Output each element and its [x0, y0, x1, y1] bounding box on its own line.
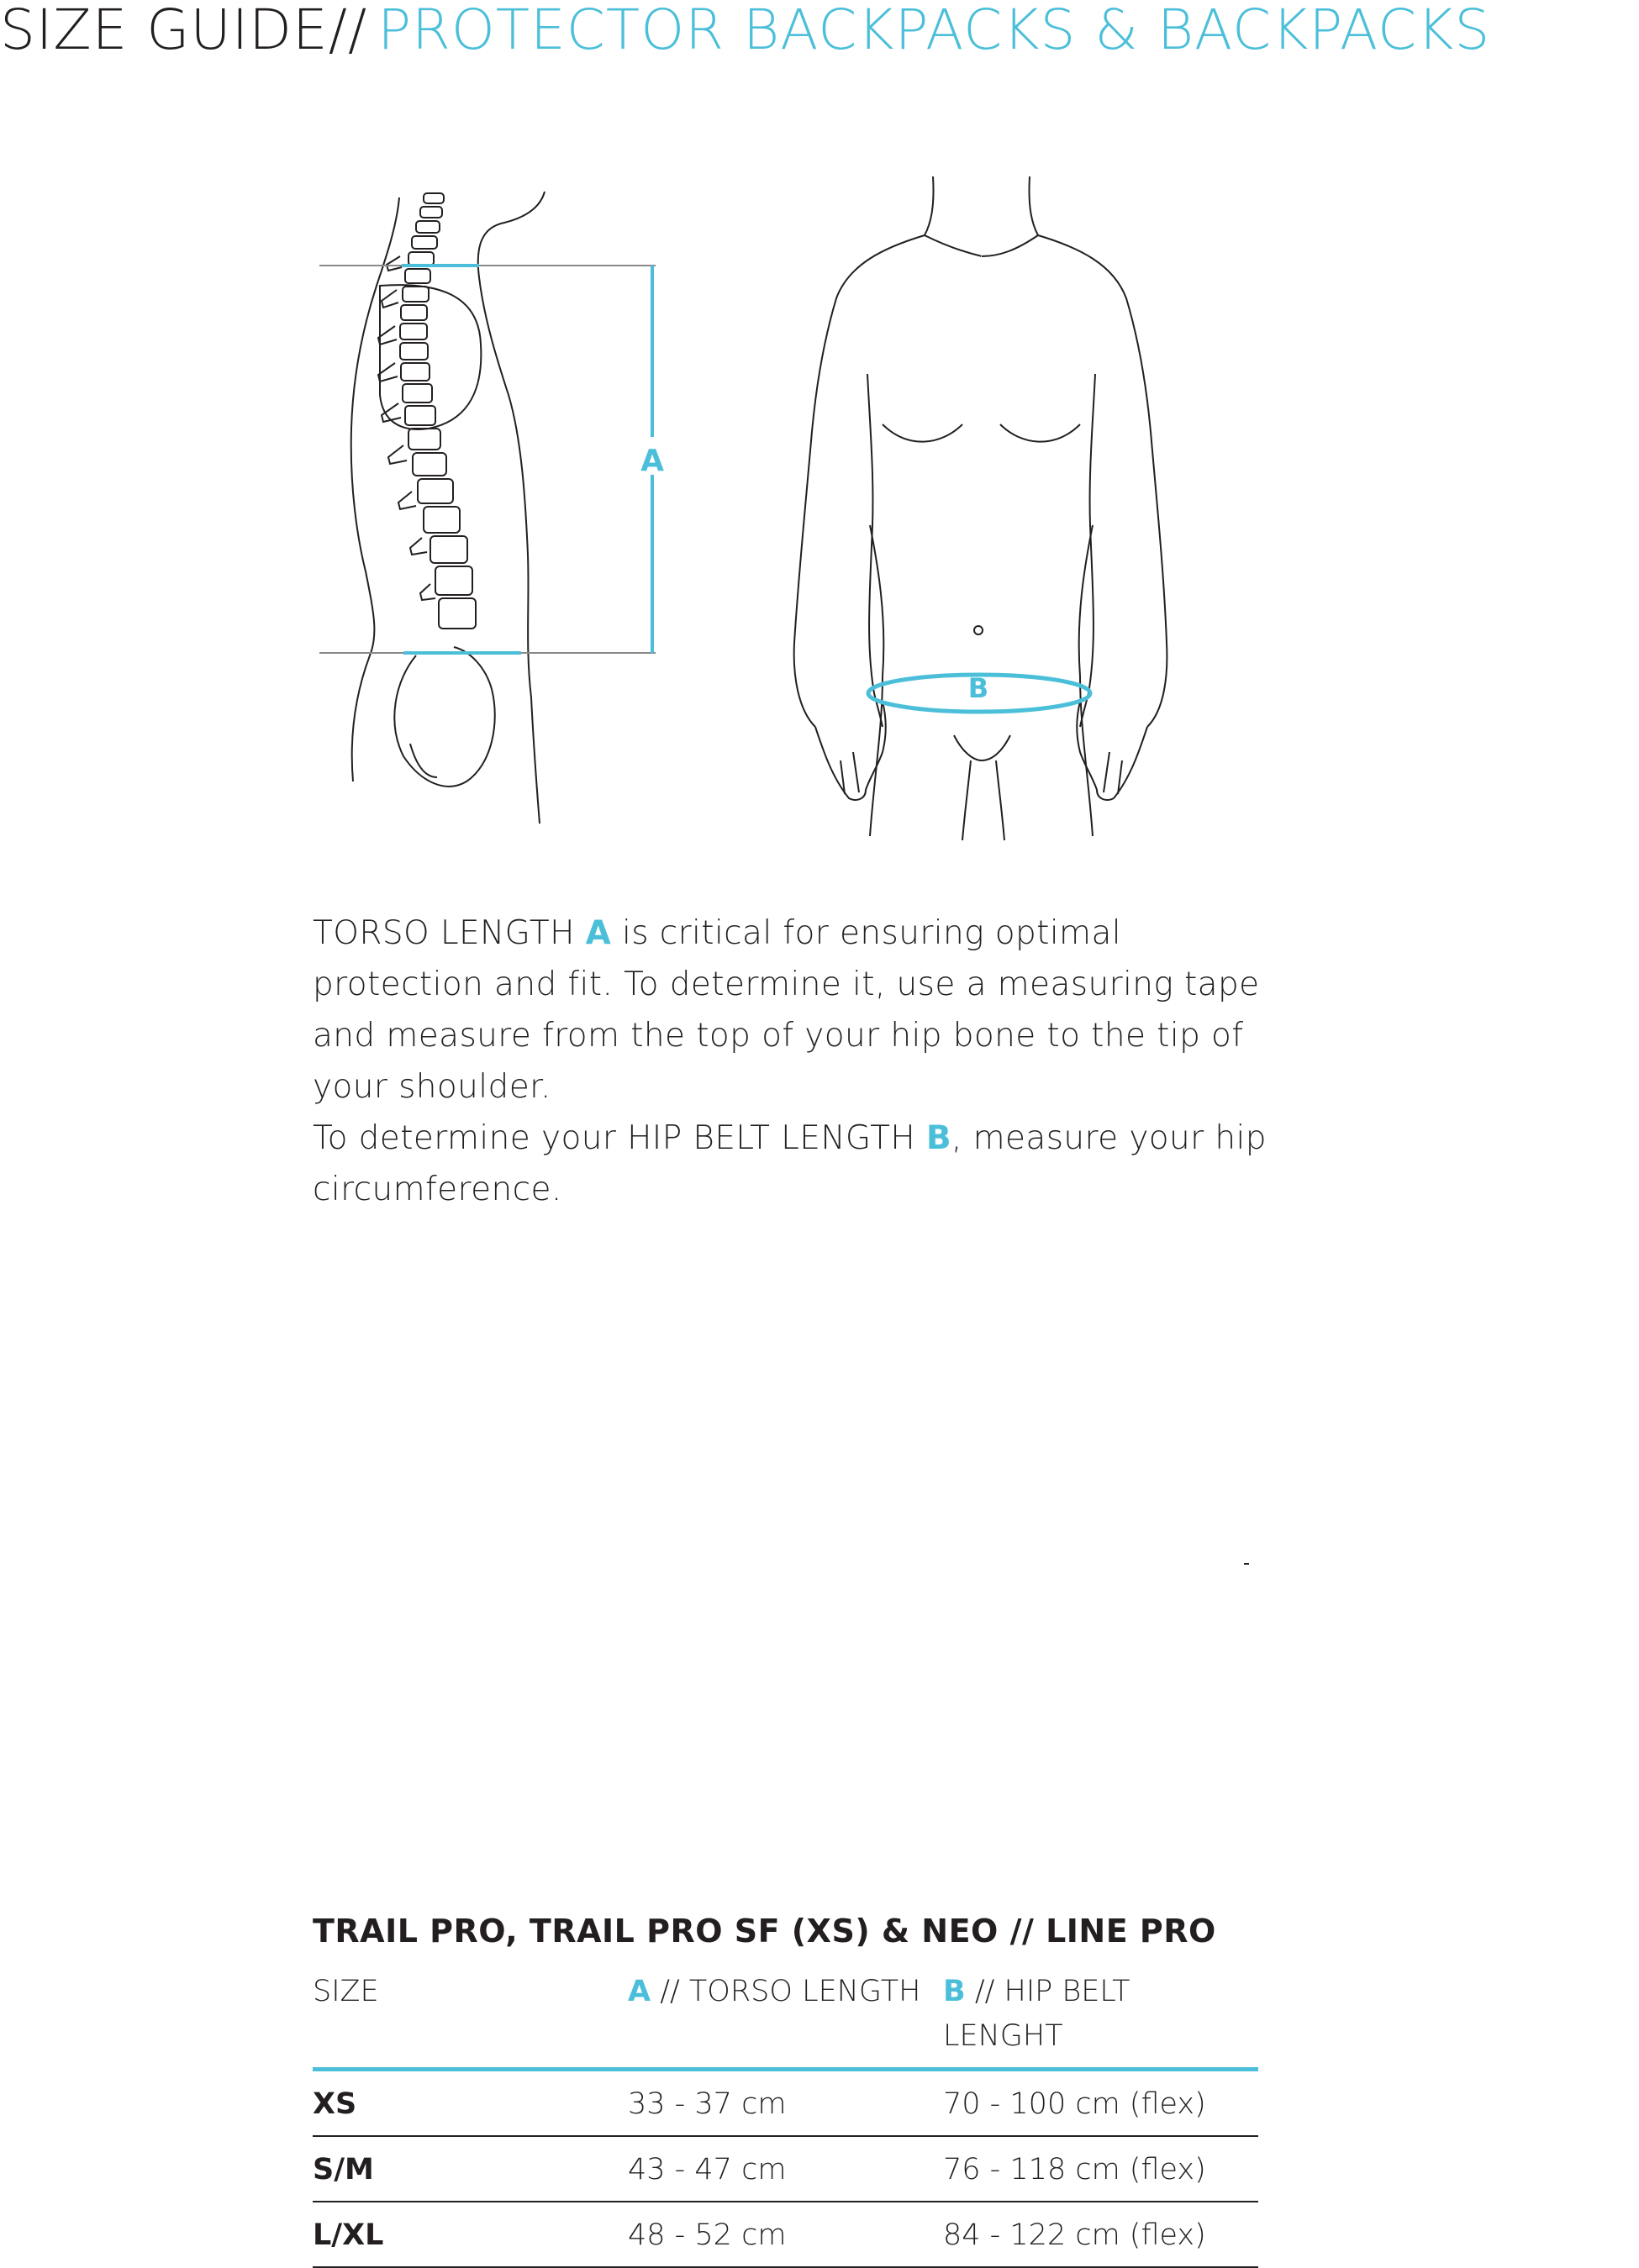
size-table-section [313, 1908, 1258, 2268]
size-cell: XS [313, 2070, 628, 2137]
table-row [313, 2202, 1258, 2267]
title-size-guide: SIZE GUIDE [0, 0, 329, 62]
title-product-category: PROTECTOR BACKPACKS & BACKPACKS [377, 0, 1491, 62]
hip-cell: 76 - 118 cm (flex) [943, 2136, 1258, 2202]
measurement-instructions [313, 908, 1279, 1215]
torso-cell: 43 - 47 cm [628, 2136, 943, 2202]
measurement-label-b: B [967, 672, 989, 704]
measurement-label-a: A [640, 444, 664, 478]
page-title [0, 0, 1639, 67]
title-separator: // [328, 0, 368, 62]
side-view-body-figure [319, 176, 672, 832]
torso-cell: 48 - 52 cm [628, 2202, 943, 2267]
torso-cell: 33 - 37 cm [628, 2070, 943, 2137]
table-title: TRAIL PRO, TRAIL PRO SF (XS) & NEO // LINE PRO [313, 1913, 1216, 1950]
header-size: SIZE [313, 1963, 628, 2070]
hip-label: B [925, 1119, 952, 1157]
torso-label: A [585, 914, 612, 952]
table-header-row [313, 1963, 1258, 2070]
size-cell: L/XL [313, 2202, 628, 2267]
torso-instruction: TORSO LENGTH A is critical for ensuring optimal protection and fit. To determine it, use a measuring tape and measure from the top of your hip bone to the tip of your shoulder. [313, 914, 1260, 1106]
front-view-body-figure [790, 172, 1194, 845]
hip-cell: 84 - 122 cm (flex) [943, 2202, 1258, 2267]
header-hip: B // HIP BELT LENGHT [943, 1963, 1258, 2070]
hip-instruction: To determine your HIP BELT LENGTH B, measure your hip circumference. [313, 1119, 1267, 1208]
table-row [313, 2136, 1258, 2202]
header-torso: A // TORSO LENGTH [628, 1963, 943, 2070]
size-cell: S/M [313, 2136, 628, 2202]
hip-cell: 70 - 100 cm (flex) [943, 2070, 1258, 2137]
stray-mark [1244, 1563, 1249, 1565]
table-row [313, 2070, 1258, 2137]
size-table [313, 1963, 1258, 2268]
